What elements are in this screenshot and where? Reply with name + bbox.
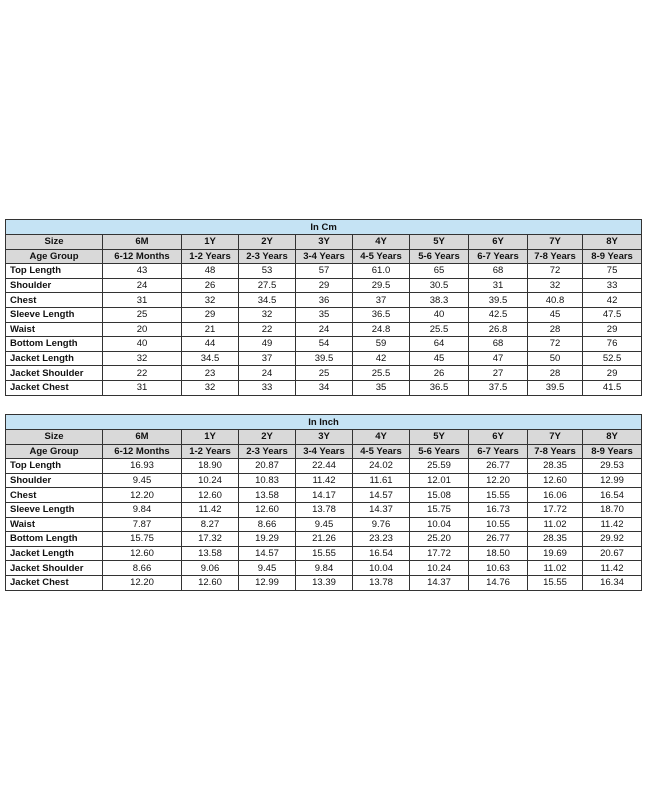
age-group-cell: 8-9 Years (583, 444, 642, 459)
size-header-cell: 2Y (239, 430, 296, 445)
measurement-value: 21.26 (296, 532, 353, 547)
measurement-value: 39.5 (469, 293, 528, 308)
measurement-value: 24 (239, 366, 296, 381)
measurement-value: 13.78 (353, 575, 410, 590)
measurement-value: 13.78 (296, 502, 353, 517)
measurement-value: 23 (182, 366, 239, 381)
measurement-value: 37 (239, 351, 296, 366)
measurement-label: Jacket Shoulder (6, 561, 103, 576)
size-header-cell: 8Y (583, 235, 642, 250)
measurement-value: 17.32 (182, 532, 239, 547)
size-header-cell: 6Y (469, 235, 528, 250)
measurement-value: 25 (296, 366, 353, 381)
measurement-value: 26.77 (469, 459, 528, 474)
measurement-value: 10.04 (353, 561, 410, 576)
measurement-value: 12.20 (103, 488, 182, 503)
table-title: In Cm (6, 220, 642, 235)
size-header-cell: 3Y (296, 235, 353, 250)
measurement-value: 9.84 (103, 502, 182, 517)
measurement-value: 54 (296, 337, 353, 352)
measurement-value: 25.5 (410, 322, 469, 337)
measurement-value: 11.42 (296, 473, 353, 488)
measurement-label: Chest (6, 293, 103, 308)
measurement-value: 14.37 (410, 575, 469, 590)
measurement-label: Jacket Shoulder (6, 366, 103, 381)
measurement-label: Top Length (6, 264, 103, 279)
measurement-value: 11.42 (182, 502, 239, 517)
size-header-cell: 6Y (469, 430, 528, 445)
measurement-label: Shoulder (6, 278, 103, 293)
measurement-label: Top Length (6, 459, 103, 474)
age-group-cell: 1-2 Years (182, 444, 239, 459)
measurement-value: 42 (583, 293, 642, 308)
measurement-value: 9.84 (296, 561, 353, 576)
measurement-value: 10.04 (410, 517, 469, 532)
measurement-label: Jacket Chest (6, 575, 103, 590)
measurement-value: 9.76 (353, 517, 410, 532)
measurement-value: 27.5 (239, 278, 296, 293)
measurement-value: 10.55 (469, 517, 528, 532)
measurement-value: 12.60 (182, 488, 239, 503)
measurement-value: 17.72 (410, 546, 469, 561)
measurement-value: 16.54 (583, 488, 642, 503)
size-header-cell: 1Y (182, 235, 239, 250)
measurement-value: 11.42 (583, 517, 642, 532)
measurement-value: 39.5 (296, 351, 353, 366)
measurement-label: Jacket Length (6, 546, 103, 561)
size-header-cell: 5Y (410, 235, 469, 250)
measurement-value: 29 (583, 322, 642, 337)
measurement-value: 48 (182, 264, 239, 279)
measurement-value: 76 (583, 337, 642, 352)
measurement-value: 22.44 (296, 459, 353, 474)
age-group-row (6, 249, 642, 264)
measurement-label: Bottom Length (6, 337, 103, 352)
measurement-value: 34.5 (182, 351, 239, 366)
measurement-value: 14.17 (296, 488, 353, 503)
age-group-cell: 5-6 Years (410, 249, 469, 264)
measurement-value: 27 (469, 366, 528, 381)
measurement-value: 10.83 (239, 473, 296, 488)
size-header-cell: 4Y (353, 235, 410, 250)
measurement-label: Waist (6, 517, 103, 532)
measurement-value: 37.5 (469, 380, 528, 395)
size-header-cell: 1Y (182, 430, 239, 445)
measurement-value: 12.60 (239, 502, 296, 517)
age-group-cell: 6-7 Years (469, 444, 528, 459)
size-header-label: Size (6, 430, 103, 445)
measurement-value: 26 (410, 366, 469, 381)
measurement-value: 20.87 (239, 459, 296, 474)
measurement-value: 19.29 (239, 532, 296, 547)
measurement-value: 15.55 (469, 488, 528, 503)
age-group-cell: 2-3 Years (239, 249, 296, 264)
age-group-cell: 6-12 Months (103, 249, 182, 264)
measurement-label: Waist (6, 322, 103, 337)
measurement-value: 13.58 (239, 488, 296, 503)
measurement-value: 41.5 (583, 380, 642, 395)
table-row (6, 366, 642, 381)
measurement-value: 47 (469, 351, 528, 366)
measurement-value: 14.57 (239, 546, 296, 561)
measurement-value: 31 (103, 380, 182, 395)
measurement-value: 36.5 (353, 307, 410, 322)
table-title: In Inch (6, 415, 642, 430)
measurement-value: 15.08 (410, 488, 469, 503)
age-group-cell: 3-4 Years (296, 249, 353, 264)
measurement-value: 8.66 (103, 561, 182, 576)
measurement-value: 15.55 (296, 546, 353, 561)
measurement-value: 29.5 (353, 278, 410, 293)
measurement-value: 12.20 (469, 473, 528, 488)
table-title-row (6, 220, 642, 235)
age-group-cell: 2-3 Years (239, 444, 296, 459)
age-group-row (6, 444, 642, 459)
size-header-cell: 6M (103, 235, 182, 250)
measurement-value: 32 (103, 351, 182, 366)
size-header-row (6, 430, 642, 445)
measurement-value: 20 (103, 322, 182, 337)
size-header-cell: 2Y (239, 235, 296, 250)
measurement-value: 33 (239, 380, 296, 395)
measurement-value: 15.55 (528, 575, 583, 590)
measurement-value: 36 (296, 293, 353, 308)
measurement-value: 61.0 (353, 264, 410, 279)
measurement-value: 34.5 (239, 293, 296, 308)
measurement-value: 42 (353, 351, 410, 366)
size-header-cell: 7Y (528, 235, 583, 250)
measurement-value: 65 (410, 264, 469, 279)
measurement-value: 12.60 (528, 473, 583, 488)
size-chart-inch-table (5, 414, 642, 591)
measurement-value: 57 (296, 264, 353, 279)
table-row (6, 307, 642, 322)
measurement-value: 10.24 (410, 561, 469, 576)
table-row (6, 575, 642, 590)
measurement-value: 9.45 (239, 561, 296, 576)
measurement-value: 53 (239, 264, 296, 279)
measurement-value: 12.60 (103, 546, 182, 561)
measurement-value: 45 (410, 351, 469, 366)
measurement-value: 72 (528, 337, 583, 352)
size-header-label: Size (6, 235, 103, 250)
table-row (6, 488, 642, 503)
measurement-value: 22 (103, 366, 182, 381)
measurement-value: 31 (103, 293, 182, 308)
measurement-value: 37 (353, 293, 410, 308)
measurement-value: 11.02 (528, 561, 583, 576)
measurement-value: 25 (103, 307, 182, 322)
measurement-value: 38.3 (410, 293, 469, 308)
measurement-value: 39.5 (528, 380, 583, 395)
measurement-value: 28 (528, 322, 583, 337)
measurement-value: 72 (528, 264, 583, 279)
age-group-cell: 4-5 Years (353, 249, 410, 264)
measurement-value: 22 (239, 322, 296, 337)
table-row (6, 278, 642, 293)
measurement-value: 26.8 (469, 322, 528, 337)
measurement-value: 25.59 (410, 459, 469, 474)
measurement-label: Chest (6, 488, 103, 503)
age-group-cell: 6-7 Years (469, 249, 528, 264)
measurement-value: 13.58 (182, 546, 239, 561)
age-group-cell: 5-6 Years (410, 444, 469, 459)
measurement-label: Jacket Chest (6, 380, 103, 395)
table-row (6, 459, 642, 474)
measurement-value: 29 (296, 278, 353, 293)
measurement-value: 75 (583, 264, 642, 279)
measurement-value: 29 (182, 307, 239, 322)
measurement-value: 68 (469, 337, 528, 352)
age-group-cell: 4-5 Years (353, 444, 410, 459)
measurement-value: 15.75 (103, 532, 182, 547)
measurement-value: 32 (182, 380, 239, 395)
measurement-value: 49 (239, 337, 296, 352)
age-group-cell: 7-8 Years (528, 249, 583, 264)
measurement-value: 18.50 (469, 546, 528, 561)
table-row (6, 473, 642, 488)
measurement-value: 26.77 (469, 532, 528, 547)
measurement-value: 19.69 (528, 546, 583, 561)
table-row (6, 517, 642, 532)
measurement-value: 43 (103, 264, 182, 279)
measurement-value: 15.75 (410, 502, 469, 517)
measurement-value: 47.5 (583, 307, 642, 322)
measurement-value: 35 (353, 380, 410, 395)
measurement-value: 24.8 (353, 322, 410, 337)
measurement-value: 68 (469, 264, 528, 279)
table-row (6, 561, 642, 576)
measurement-value: 23.23 (353, 532, 410, 547)
measurement-value: 16.93 (103, 459, 182, 474)
table-row (6, 546, 642, 561)
size-header-cell: 5Y (410, 430, 469, 445)
measurement-value: 12.99 (583, 473, 642, 488)
table-row (6, 293, 642, 308)
measurement-value: 28.35 (528, 532, 583, 547)
measurement-value: 26 (182, 278, 239, 293)
measurement-value: 40 (410, 307, 469, 322)
measurement-value: 25.5 (353, 366, 410, 381)
age-group-cell: 1-2 Years (182, 249, 239, 264)
table-row (6, 532, 642, 547)
measurement-value: 16.06 (528, 488, 583, 503)
table-row (6, 322, 642, 337)
age-group-cell: 8-9 Years (583, 249, 642, 264)
age-group-label: Age Group (6, 444, 103, 459)
size-header-cell: 4Y (353, 430, 410, 445)
measurement-value: 20.67 (583, 546, 642, 561)
measurement-value: 16.54 (353, 546, 410, 561)
measurement-value: 9.45 (296, 517, 353, 532)
measurement-value: 9.06 (182, 561, 239, 576)
measurement-value: 13.39 (296, 575, 353, 590)
measurement-value: 8.27 (182, 517, 239, 532)
measurement-value: 9.45 (103, 473, 182, 488)
measurement-value: 59 (353, 337, 410, 352)
measurement-value: 32 (182, 293, 239, 308)
measurement-value: 33 (583, 278, 642, 293)
measurement-value: 35 (296, 307, 353, 322)
measurement-value: 21 (182, 322, 239, 337)
measurement-value: 18.90 (182, 459, 239, 474)
measurement-value: 28 (528, 366, 583, 381)
measurement-value: 31 (469, 278, 528, 293)
table-row (6, 264, 642, 279)
table-title-row (6, 415, 642, 430)
measurement-value: 40.8 (528, 293, 583, 308)
measurement-value: 24.02 (353, 459, 410, 474)
measurement-value: 11.02 (528, 517, 583, 532)
measurement-value: 14.37 (353, 502, 410, 517)
table-row (6, 337, 642, 352)
size-header-cell: 8Y (583, 430, 642, 445)
measurement-value: 10.24 (182, 473, 239, 488)
measurement-label: Bottom Length (6, 532, 103, 547)
size-header-row (6, 235, 642, 250)
measurement-value: 30.5 (410, 278, 469, 293)
measurement-value: 10.63 (469, 561, 528, 576)
age-group-cell: 3-4 Years (296, 444, 353, 459)
measurement-value: 12.60 (182, 575, 239, 590)
measurement-value: 11.42 (583, 561, 642, 576)
measurement-value: 7.87 (103, 517, 182, 532)
measurement-value: 14.76 (469, 575, 528, 590)
measurement-value: 14.57 (353, 488, 410, 503)
size-header-cell: 3Y (296, 430, 353, 445)
table-row (6, 502, 642, 517)
measurement-value: 12.99 (239, 575, 296, 590)
table-row (6, 380, 642, 395)
measurement-label: Sleeve Length (6, 502, 103, 517)
measurement-label: Jacket Length (6, 351, 103, 366)
measurement-value: 8.66 (239, 517, 296, 532)
measurement-value: 52.5 (583, 351, 642, 366)
measurement-value: 16.34 (583, 575, 642, 590)
size-header-cell: 6M (103, 430, 182, 445)
measurement-label: Sleeve Length (6, 307, 103, 322)
measurement-value: 12.01 (410, 473, 469, 488)
measurement-value: 64 (410, 337, 469, 352)
age-group-cell: 6-12 Months (103, 444, 182, 459)
measurement-value: 50 (528, 351, 583, 366)
age-group-cell: 7-8 Years (528, 444, 583, 459)
measurement-value: 17.72 (528, 502, 583, 517)
measurement-label: Shoulder (6, 473, 103, 488)
measurement-value: 18.70 (583, 502, 642, 517)
age-group-label: Age Group (6, 249, 103, 264)
measurement-value: 28.35 (528, 459, 583, 474)
measurement-value: 45 (528, 307, 583, 322)
measurement-value: 12.20 (103, 575, 182, 590)
measurement-value: 36.5 (410, 380, 469, 395)
size-header-cell: 7Y (528, 430, 583, 445)
measurement-value: 24 (103, 278, 182, 293)
measurement-value: 44 (182, 337, 239, 352)
measurement-value: 24 (296, 322, 353, 337)
measurement-value: 25.20 (410, 532, 469, 547)
measurement-value: 11.61 (353, 473, 410, 488)
measurement-value: 42.5 (469, 307, 528, 322)
measurement-value: 34 (296, 380, 353, 395)
measurement-value: 29 (583, 366, 642, 381)
measurement-value: 32 (528, 278, 583, 293)
table-row (6, 351, 642, 366)
size-chart-cm-table (5, 219, 642, 396)
measurement-value: 29.53 (583, 459, 642, 474)
measurement-value: 29.92 (583, 532, 642, 547)
measurement-value: 16.73 (469, 502, 528, 517)
measurement-value: 40 (103, 337, 182, 352)
measurement-value: 32 (239, 307, 296, 322)
